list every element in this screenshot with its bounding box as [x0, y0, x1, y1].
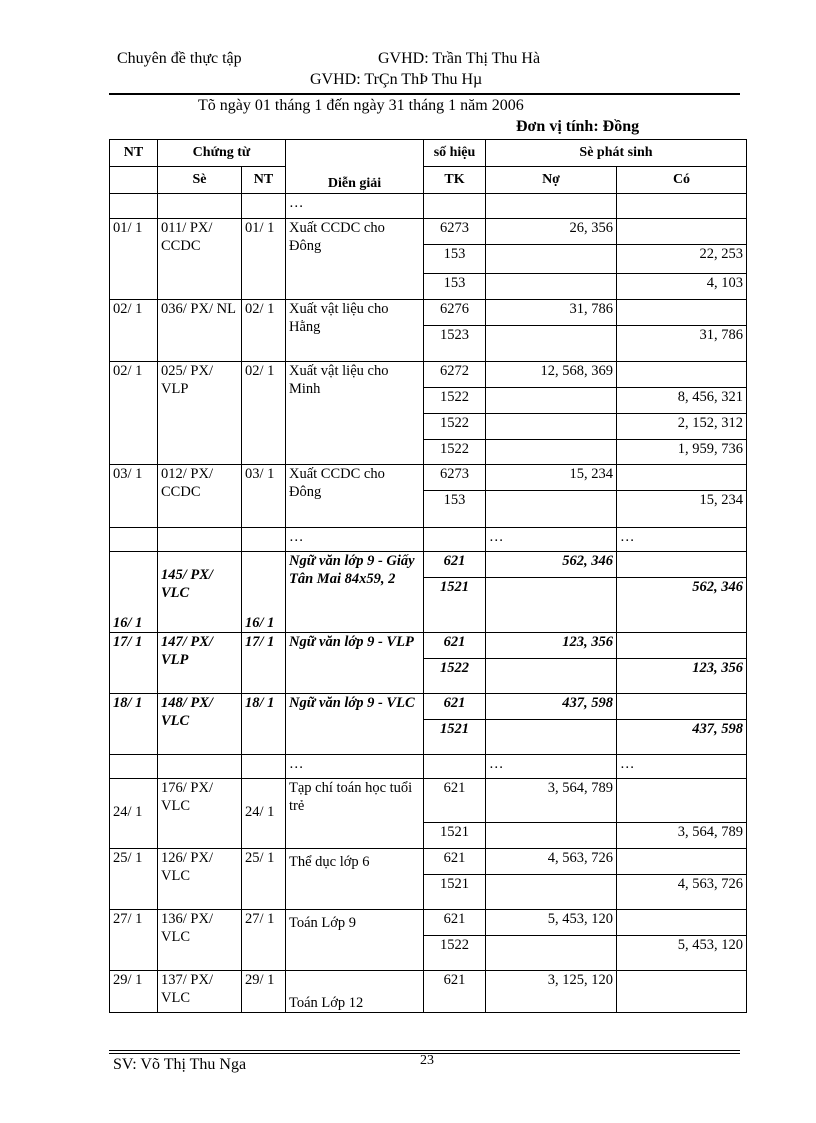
- cell-tk: 621: [424, 910, 486, 936]
- col-no: Nợ: [486, 167, 617, 194]
- cell-co: 437, 598: [617, 720, 747, 755]
- cell-tk: 6273: [424, 465, 486, 491]
- col-nt: NT: [110, 140, 158, 167]
- ellipsis: …: [286, 528, 424, 552]
- cell-desc: Xuất vật liệu cho Hằng: [286, 300, 424, 362]
- cell-so: 036/ PX/ NL: [158, 300, 242, 362]
- cell-nt: 02/ 1: [110, 362, 158, 465]
- cell-co: [617, 300, 747, 326]
- cell-co: [617, 849, 747, 875]
- ellipsis: …: [617, 755, 747, 779]
- cell-co: [617, 779, 747, 823]
- table-row: [110, 219, 747, 245]
- ellipsis-row: [110, 194, 747, 219]
- cell-no: [486, 326, 617, 362]
- cell-tk: 1521: [424, 720, 486, 755]
- table-row: [110, 910, 747, 936]
- cell-co: 562, 346: [617, 578, 747, 633]
- cell-co: [617, 219, 747, 245]
- cell-no: [486, 440, 617, 465]
- cell-tk: 153: [424, 245, 486, 274]
- cell-tk: 621: [424, 633, 486, 659]
- cell-so: 136/ PX/ VLC: [158, 910, 242, 971]
- cell-co: 15, 234: [617, 491, 747, 528]
- page-number: 23: [420, 1053, 434, 1068]
- ledger-table: [109, 139, 747, 1013]
- cell-tk: 6276: [424, 300, 486, 326]
- header-left: Chuyên đề thực tập: [117, 50, 242, 67]
- col-dien-giai: Diễn giải: [286, 140, 424, 194]
- cell-tk: 1521: [424, 875, 486, 910]
- ellipsis: …: [486, 528, 617, 552]
- cell-tk: 621: [424, 779, 486, 823]
- col-so-hieu: số hiệu: [424, 140, 486, 167]
- cell-no: 3, 564, 789: [486, 779, 617, 823]
- table-row: [110, 362, 747, 388]
- cell-tk: 1523: [424, 326, 486, 362]
- cell-so: 025/ PX/ VLP: [158, 362, 242, 465]
- cell-desc: Ngữ văn lớp 9 - VLC: [286, 694, 424, 755]
- cell-co: 4, 103: [617, 274, 747, 300]
- cell-co: 3, 564, 789: [617, 823, 747, 849]
- cell-tk: 1521: [424, 578, 486, 633]
- cell-no: 15, 234: [486, 465, 617, 491]
- cell-so: 011/ PX/ CCDC: [158, 219, 242, 300]
- cell-co: 123, 356: [617, 659, 747, 694]
- unit-text: Đơn vị tính: Đồng: [516, 118, 640, 135]
- cell-tk: 621: [424, 971, 486, 1013]
- ellipsis-row: [110, 528, 747, 552]
- header-center: GVHD: TrÇn ThÞ Thu Hµ: [310, 71, 483, 88]
- col-nt-blank: [110, 167, 158, 194]
- cell-no: [486, 414, 617, 440]
- cell-desc: Thể dục lớp 6: [286, 849, 424, 910]
- cell-nt: 03/ 1: [110, 465, 158, 528]
- cell-no: [486, 491, 617, 528]
- cell-desc: Tạp chí toán học tuổi trẻ: [286, 779, 424, 849]
- cell-no: 123, 356: [486, 633, 617, 659]
- cell-co: [617, 971, 747, 1013]
- period-text: Tõ ngày 01 tháng 1 đến ngày 31 tháng 1 năm 2006: [198, 97, 524, 114]
- table-row: [110, 694, 747, 720]
- cell-co: 8, 456, 321: [617, 388, 747, 414]
- cell-nt: 18/ 1: [110, 694, 158, 755]
- cell-tk: 6272: [424, 362, 486, 388]
- cell-co: [617, 362, 747, 388]
- cell-tk: 621: [424, 552, 486, 578]
- cell-no: 26, 356: [486, 219, 617, 245]
- col-nt2: NT: [242, 167, 286, 194]
- cell-co: [617, 633, 747, 659]
- cell-nt: 29/ 1: [110, 971, 158, 1013]
- ellipsis: …: [617, 528, 747, 552]
- cell-tk: 153: [424, 491, 486, 528]
- table-row: [110, 552, 747, 578]
- cell-co: 31, 786: [617, 326, 747, 362]
- cell-tk: 6273: [424, 219, 486, 245]
- table-row: [110, 300, 747, 326]
- cell-tk: 1521: [424, 823, 486, 849]
- cell-tk: 1522: [424, 659, 486, 694]
- cell-no: [486, 823, 617, 849]
- cell-no: [486, 245, 617, 274]
- cell-desc: Toán Lớp 12: [286, 971, 424, 1013]
- cell-nt2: 17/ 1: [242, 633, 286, 694]
- cell-desc: Toán Lớp 9: [286, 910, 424, 971]
- col-so-phat-sinh: Sè phát sinh: [486, 140, 747, 167]
- cell-so: 176/ PX/ VLC: [158, 779, 242, 849]
- table-row: [110, 779, 747, 823]
- cell-tk: 1522: [424, 414, 486, 440]
- cell-so: 148/ PX/ VLC: [158, 694, 242, 755]
- cell-tk: 1522: [424, 440, 486, 465]
- cell-no: [486, 578, 617, 633]
- cell-nt: 27/ 1: [110, 910, 158, 971]
- cell-nt2: 29/ 1: [242, 971, 286, 1013]
- student-name: SV: Võ Thị Thu Nga: [113, 1056, 247, 1073]
- cell-nt: 16/ 1: [110, 552, 158, 633]
- cell-tk: 153: [424, 274, 486, 300]
- footer-rule-top: [109, 1050, 740, 1051]
- cell-no: [486, 936, 617, 971]
- cell-nt2: 02/ 1: [242, 300, 286, 362]
- cell-no: 562, 346: [486, 552, 617, 578]
- cell-so: 012/ PX/ CCDC: [158, 465, 242, 528]
- table-row: [110, 633, 747, 659]
- cell-nt: 02/ 1: [110, 300, 158, 362]
- cell-nt2: 18/ 1: [242, 694, 286, 755]
- cell-tk: 1522: [424, 936, 486, 971]
- cell-nt2: 24/ 1: [242, 779, 286, 849]
- cell-nt: 01/ 1: [110, 219, 158, 300]
- cell-no: [486, 720, 617, 755]
- cell-nt: 25/ 1: [110, 849, 158, 910]
- cell-nt2: 27/ 1: [242, 910, 286, 971]
- cell-co: [617, 910, 747, 936]
- cell-nt2: 25/ 1: [242, 849, 286, 910]
- cell-no: 12, 568, 369: [486, 362, 617, 388]
- table-row: [110, 465, 747, 491]
- cell-nt2: 03/ 1: [242, 465, 286, 528]
- cell-desc: Ngữ văn lớp 9 - Giấy Tân Mai 84x59, 2: [286, 552, 424, 633]
- cell-tk: 621: [424, 849, 486, 875]
- cell-co: 22, 253: [617, 245, 747, 274]
- cell-nt2: 16/ 1: [242, 552, 286, 633]
- cell-nt: 24/ 1: [110, 779, 158, 849]
- cell-no: 437, 598: [486, 694, 617, 720]
- table-row: [110, 849, 747, 875]
- ellipsis: …: [486, 755, 617, 779]
- cell-tk: 621: [424, 694, 486, 720]
- cell-so: 126/ PX/ VLC: [158, 849, 242, 910]
- table-row: [110, 971, 747, 1013]
- cell-no: [486, 875, 617, 910]
- header-right: GVHD: Trần Thị Thu Hà: [378, 50, 541, 67]
- cell-no: 3, 125, 120: [486, 971, 617, 1013]
- cell-co: [617, 465, 747, 491]
- cell-co: 2, 152, 312: [617, 414, 747, 440]
- cell-co: [617, 552, 747, 578]
- col-co: Có: [617, 167, 747, 194]
- col-chung-tu: Chứng từ: [158, 140, 286, 167]
- cell-nt2: 02/ 1: [242, 362, 286, 465]
- cell-no: [486, 388, 617, 414]
- cell-no: [486, 659, 617, 694]
- cell-no: 4, 563, 726: [486, 849, 617, 875]
- col-tk: TK: [424, 167, 486, 194]
- cell-no: [486, 274, 617, 300]
- cell-no: 31, 786: [486, 300, 617, 326]
- ellipsis-row: [110, 755, 747, 779]
- cell-co: [617, 694, 747, 720]
- cell-co: 4, 563, 726: [617, 875, 747, 910]
- cell-no: 5, 453, 120: [486, 910, 617, 936]
- cell-co: 5, 453, 120: [617, 936, 747, 971]
- cell-nt2: 01/ 1: [242, 219, 286, 300]
- col-so: Sè: [158, 167, 242, 194]
- header-rule: [109, 93, 740, 95]
- cell-so: 147/ PX/ VLP: [158, 633, 242, 694]
- cell-tk: 1522: [424, 388, 486, 414]
- cell-so: 137/ PX/ VLC: [158, 971, 242, 1013]
- cell-desc: Ngữ văn lớp 9 - VLP: [286, 633, 424, 694]
- cell-desc: Xuất CCDC cho Đông: [286, 465, 424, 528]
- cell-co: 1, 959, 736: [617, 440, 747, 465]
- cell-nt: 17/ 1: [110, 633, 158, 694]
- ellipsis: …: [286, 755, 424, 779]
- cell-so: 145/ PX/ VLC: [158, 552, 242, 633]
- cell-desc: Xuất vật liệu cho Minh: [286, 362, 424, 465]
- cell-desc: Xuất CCDC cho Đông: [286, 219, 424, 300]
- ellipsis: …: [286, 194, 424, 219]
